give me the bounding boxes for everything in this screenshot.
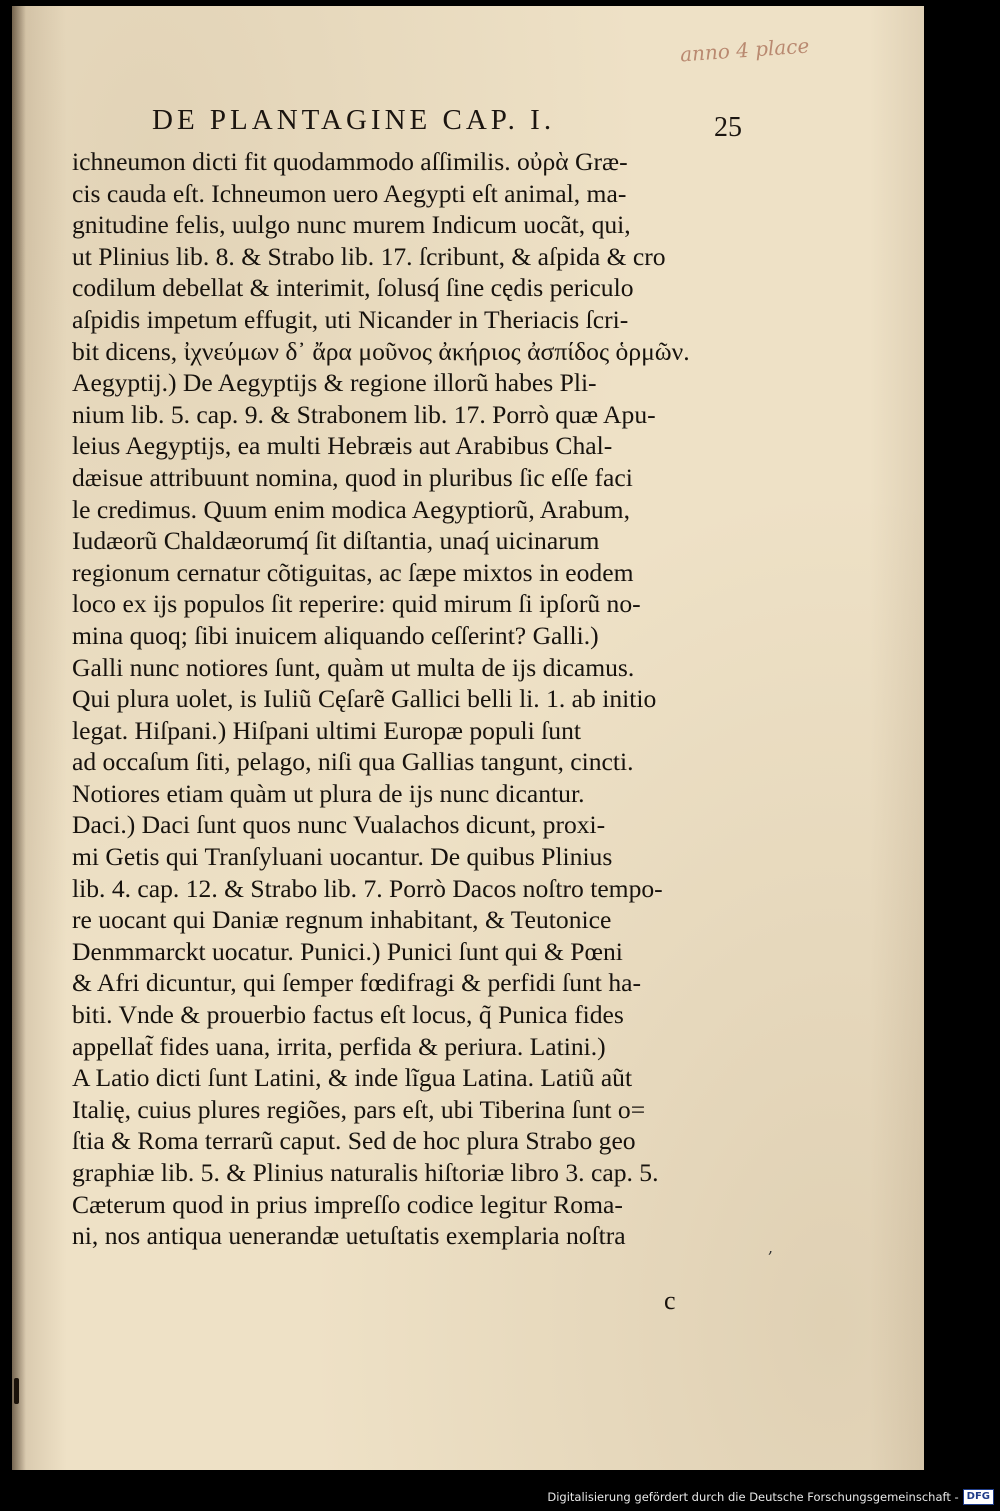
text-line: Italię, cuius plures regiões, pars eſt, ubi Tiberina ſunt o= (72, 1094, 646, 1124)
text-line: nium lib. 5. cap. 9. & Strabonem lib. 17. Porrò quæ Apu- (72, 399, 656, 429)
text-line: aſpidis impetum effugit, uti Nicander in Theriacis ſcri- (72, 304, 629, 334)
text-line: gnitudine felis, uulgo nunc murem Indicum uocãt, qui, (72, 210, 631, 240)
text-line: re uocant qui Daniæ regnum inhabitant, & Teutonice (72, 905, 612, 935)
text-line: Iudæorũ Chaldæorumq́ ſit diſtantia, unaq́ uicinarum (72, 526, 600, 556)
text-line: ſtia & Roma terrarũ caput. Sed de hoc plura Strabo geo (72, 1126, 636, 1156)
text-line: Notiores etiam quàm ut plura de ijs nunc dicantur. (72, 778, 585, 808)
text-line: bit dicens, ἰχνεύμων δ᾽ ἄρα μοῦνος ἀκήριος ἀσπίδος ὁρμῶν. (72, 336, 690, 366)
edge-ink-mark (14, 1378, 19, 1404)
text-line: Qui plura uolet, is Iuliũ Cęſarẽ Gallici belli li. 1. ab initio (72, 684, 657, 714)
text-line: le credimus. Quum enim modica Aegyptiorũ, Arabum, (72, 494, 630, 524)
text-line: A Latio dicti ſunt Latini, & inde lĩgua Latina. Latiũ aũt (72, 1063, 633, 1093)
text-line: mina quoq; ſibi inuicem aliquando ceſſerint? Galli.) (72, 620, 599, 650)
text-line: ni, nos antiqua uenerandæ uetuſtatis exemplaria noſtra (72, 1221, 626, 1251)
book-page (12, 6, 924, 1470)
text-line: regionum cernatur cõtiguitas, ac ſæpe mixtos in eodem (72, 557, 634, 587)
page-number: 25 (714, 112, 742, 143)
text-line: ut Plinius lib. 8. & Strabo lib. 17. ſcribunt, & aſpida & cro (72, 241, 666, 271)
text-line: cis cauda eſt. Ichneumon uero Aegypti eſt animal, ma- (72, 178, 627, 208)
text-line: ichneumon dicti fit quodammodo aſſimilis. οὐρὰ Græ- (72, 147, 628, 176)
text-line: dæisue attribuunt nomina, quod in pluribus ſic eſſe faci (72, 462, 633, 492)
text-line: ad occaſum ſiti, pelago, niſi qua Gallias tangunt, cincti. (72, 747, 634, 777)
text-line: Aegyptij.) De Aegyptijs & regione illorũ habes Pli- (72, 368, 597, 398)
text-line: leius Aegyptijs, ea multi Hebræis aut Arabibus Chal- (72, 431, 613, 461)
text-line: Daci.) Daci ſunt quos nunc Vualachos dicunt, proxi- (72, 810, 606, 840)
text-line: Denmmarckt uocatur. Punici.) Punici ſunt qui & Pœni (72, 936, 623, 966)
credit-text: Digitalisierung gefördert durch die Deutsche Forschungsgemeinschaft - (547, 1490, 959, 1504)
margin-mark: , (768, 1238, 774, 1257)
text-line: Cæterum quod in prius impreſſo codice legitur Roma- (72, 1189, 623, 1219)
text-line: biti. Vnde & prouerbio factus eſt locus, q̃ Punica fides (72, 1000, 624, 1030)
text-line: Galli nunc notiores ſunt, quàm ut multa de ijs dicamus. (72, 652, 635, 682)
text-line: codilum debellat & interimit, ſolusq́ ſine cędis periculo (72, 273, 634, 303)
text-line: legat. Hiſpani.) Hiſpani ultimi Europæ populi ſunt (72, 715, 581, 745)
text-line: loco ex ijs populos ſit reperire: quid mirum ſi ipſorũ no- (72, 589, 641, 619)
text-line: mi Getis qui Tranſyluani uocantur. De quibus Plinius (72, 842, 613, 872)
signature-mark: c (664, 1286, 676, 1315)
text-block (72, 146, 752, 1252)
text-line: lib. 4. cap. 12. & Strabo lib. 7. Porrò Dacos noſtro tempo- (72, 873, 663, 903)
digitization-credit (547, 1489, 994, 1505)
text-line: & Afri dicuntur, qui ſemper fœdifragi & perfidi ſunt ha- (72, 968, 641, 998)
text-line: graphiæ lib. 5. & Plinius naturalis hiſtoriæ libro 3. cap. 5. (72, 1158, 659, 1187)
running-head: DE PLANTAGINE CAP. I. (152, 104, 556, 136)
dfg-logo-icon: DFG (963, 1489, 994, 1505)
handwritten-margin-note: anno 4 place (679, 33, 811, 67)
text-line: appellat̃ fides uana, irrita, perfida & periura. Latini.) (72, 1031, 606, 1061)
spine-shadow (12, 6, 26, 1470)
